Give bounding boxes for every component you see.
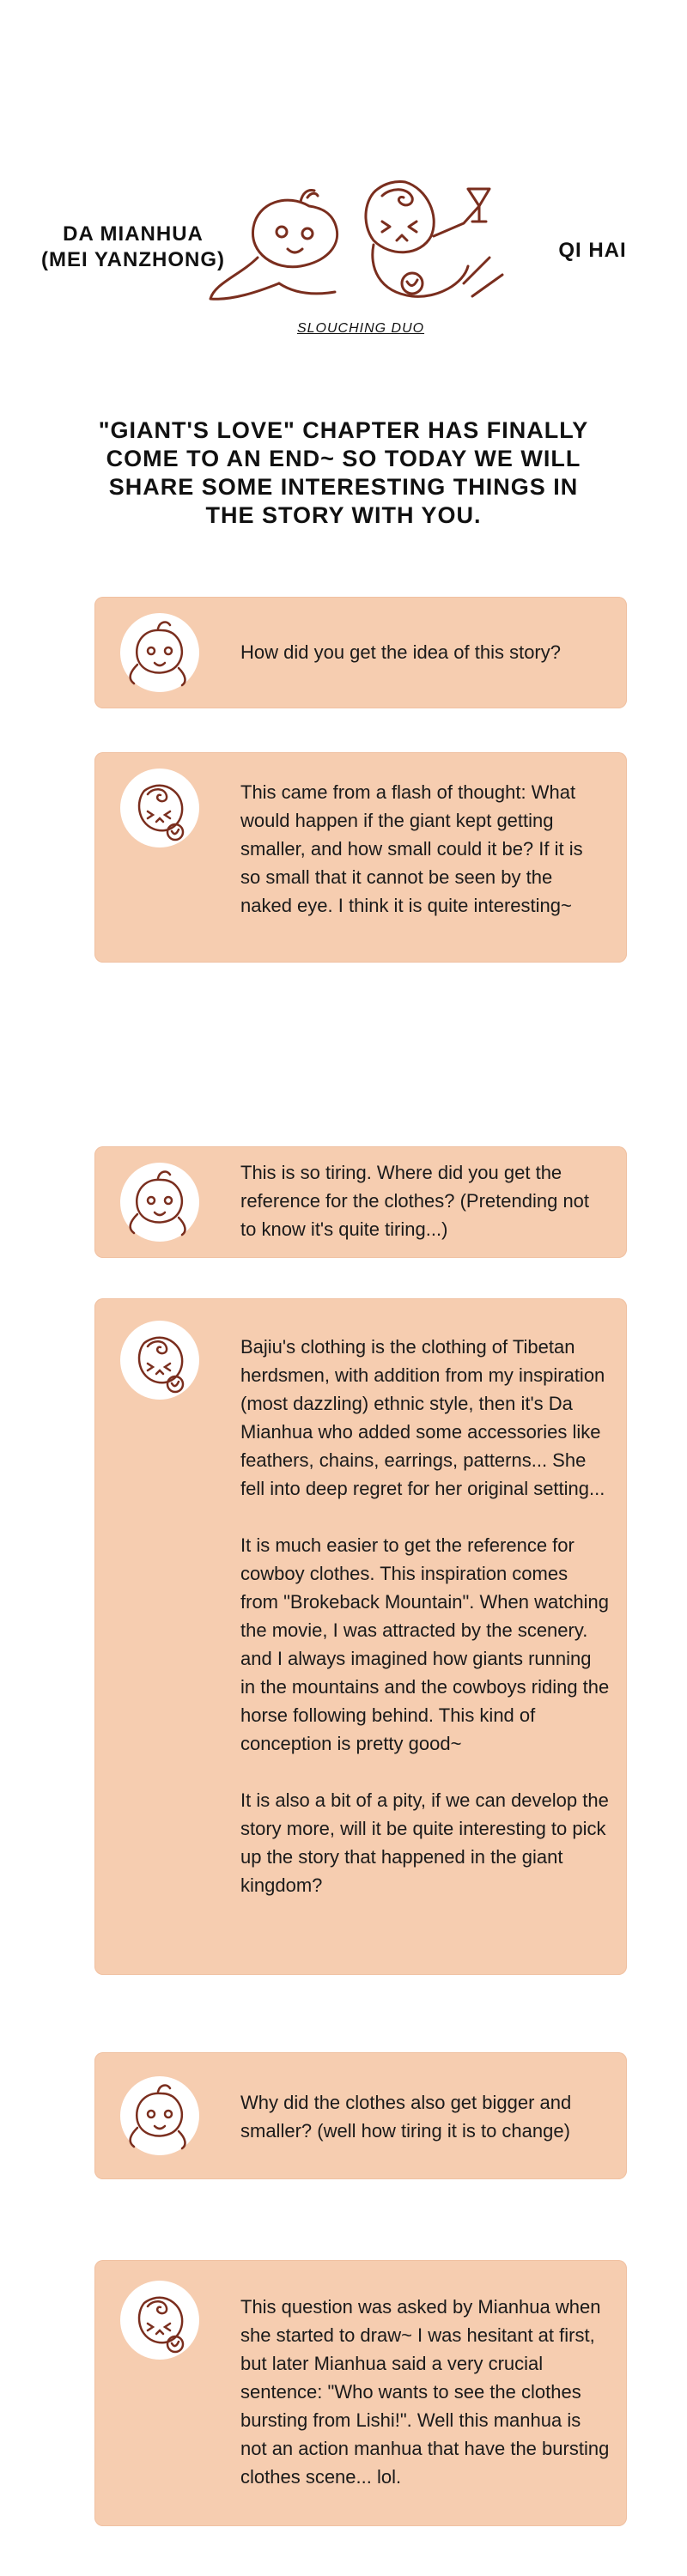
card-paragraph: It is much easier to get the reference for cowboy clothes. This inspiration comes from "Brokeback Mountain". When watching the movie, I was attracted by the scenery. and I always imagined how giants running in the mountains and the cowboys riding the horse following behind. This kind of conception is pretty good~: [240, 1534, 610, 1754]
card-paragraph: This question was asked by Mianhua when she started to draw~ I was hesitant at first, but later Mianhua said a very crucial sentence: "Who wants to see the clothes bursting from Lishi!". Well this manhua is not an action manhua that have the bursting clothes scene... lol.: [240, 2296, 610, 2488]
dialogue-card: [94, 1146, 627, 1258]
qi-hai-avatar-icon: [119, 2279, 201, 2361]
author-name-line2: (MEI YANZHONG): [40, 248, 225, 271]
intro-text: "GIANT'S LOVE" CHAPTER HAS FINALLY COME TO AN END~ SO TODAY WE WILL SHARE SOME INTERESTING THINGS IN THE STORY WITH YOU.: [98, 417, 589, 528]
author-name-line1: DA MIANHUA: [63, 222, 204, 246]
card-text: [240, 1158, 601, 1243]
dialogue-card: [94, 2052, 627, 2179]
dialogue-card: [94, 2260, 627, 2526]
author-name-da-mianhua: [34, 222, 232, 273]
card-text: [240, 1333, 610, 1899]
dialogue-card: [94, 597, 627, 708]
da-mianhua-avatar-icon: [119, 1161, 201, 1243]
card-paragraph: This is so tiring. Where did you get the reference for the clothes? (Pretending not to know it's quite tiring...): [240, 1162, 590, 1240]
card-paragraph: It is also a bit of a pity, if we can develop the story more, will it be quite interesting to pick up the story that happened in the giant kingdom?: [240, 1789, 609, 1896]
card-text: [240, 2293, 610, 2491]
da-mianhua-avatar-icon: [119, 2075, 201, 2157]
card-paragraph: This came from a flash of thought: What would happen if the giant kept getting smaller, and how small could it be? If it is so small that it cannot be seen by the naked eye. I think it is quite interesting~: [240, 781, 583, 916]
card-text: [240, 778, 601, 920]
author-name-qi-hai: QI HAI: [558, 239, 627, 262]
card-paragraph: How did you get the idea of this story?: [240, 641, 561, 663]
da-mianhua-avatar-icon: [119, 611, 201, 694]
card-paragraph: Why did the clothes also get bigger and smaller? (well how tiring it is to change): [240, 2092, 572, 2142]
dialogue-card: [94, 752, 627, 963]
card-text: [240, 638, 601, 666]
qi-hai-avatar-icon: [119, 767, 201, 849]
qi-hai-avatar-icon: [119, 1319, 201, 1401]
card-paragraph: Bajiu's clothing is the clothing of Tibetan herdsmen, with addition from my inspiration (most dazzling) ethnic style, then it's Da Mianhua who added some accessories like feathers, chains, earrings, patterns... She fell into deep regret for her original setting...: [240, 1336, 605, 1499]
card-text: [240, 2088, 610, 2145]
slouching-duo-illustration: [206, 155, 532, 326]
duo-caption: SLOUCHING DUO: [296, 321, 425, 336]
dialogue-card: [94, 1298, 627, 1975]
